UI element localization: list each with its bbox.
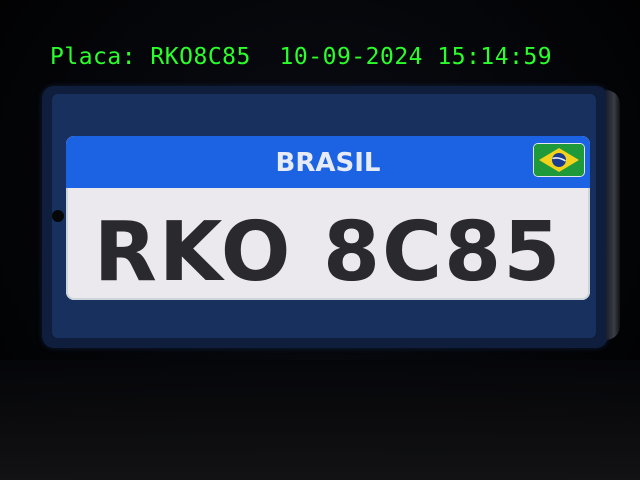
phone-device — [42, 86, 608, 348]
plate-country-label: BRASIL — [275, 148, 381, 178]
plate-number: RKO 8C85 — [93, 205, 563, 300]
phone-side-edge — [606, 90, 620, 340]
license-plate — [66, 136, 590, 300]
front-camera-dot — [52, 210, 64, 222]
table-surface — [0, 360, 640, 480]
plate-reading-caption: Placa: RKO8C85 10-09-2024 15:14:59 — [50, 44, 553, 70]
brazil-flag-icon — [534, 144, 584, 176]
